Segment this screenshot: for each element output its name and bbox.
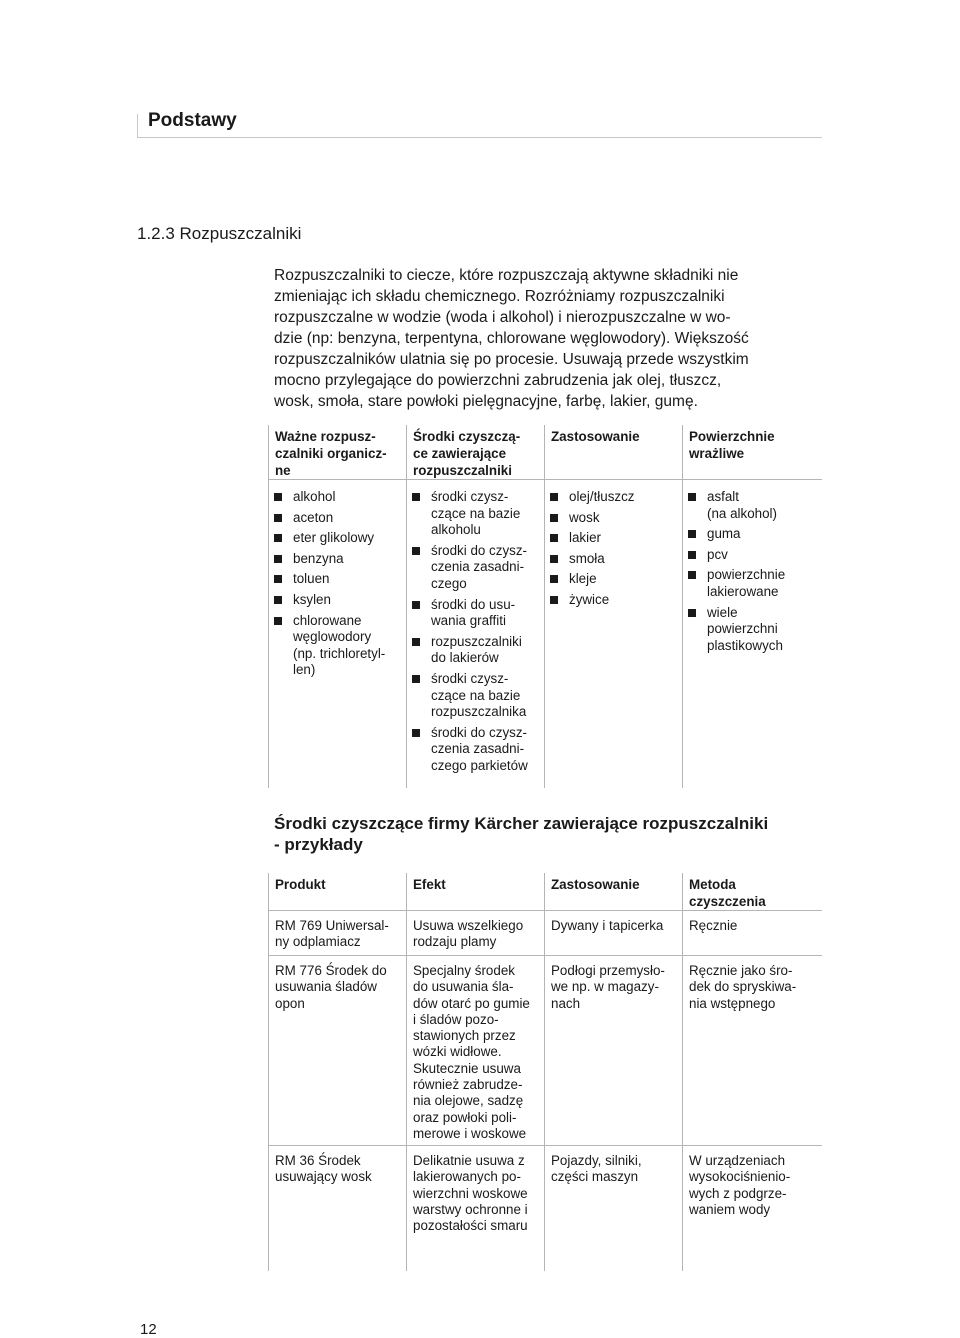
- header-rule-left: [137, 114, 138, 137]
- table2-row1-use: Dywany i tapicerka: [551, 918, 664, 933]
- table-header-rule: [268, 910, 822, 911]
- list-item: środki do czysz- czenia zasadni- czego parkietów: [412, 725, 544, 775]
- intro-line: dzie (np: benzyna, terpentyna, chlorowane węglowodory). Większość: [274, 330, 749, 347]
- intro-line: rozpuszczalników ulatnia się po procesie. Usuwają przede wszystkim: [274, 351, 749, 368]
- table2-header-use: Zastosowanie: [551, 877, 640, 892]
- table2-header-method: Metoda czyszczenia: [689, 877, 766, 909]
- list-item: asfalt: [688, 489, 820, 506]
- list-item: chlorowane węglowodory (np. trichloretyl- len): [274, 613, 402, 679]
- products-table-title: Środki czyszczące firmy Kärcher zawierające rozpuszczalniki - przykłady: [274, 814, 769, 854]
- table2-row1-method: Ręcznie: [689, 918, 738, 933]
- list-item: ksylen: [274, 592, 402, 609]
- intro-line: zmieniając ich składu chemicznego. Rozróżniamy rozpuszczalniki: [274, 288, 725, 305]
- table2-row3-effect: Delikatnie usuwa z lakierowanych po- wierzchni woskowe warstwy ochronne i pozostałości smaru: [413, 1153, 528, 1234]
- table1-header-solvents: Ważne rozpusz- czalniki organicz- ne: [275, 429, 387, 478]
- subsection-title: 1.2.3 Rozpuszczalniki: [137, 224, 302, 243]
- table-divider: [406, 873, 407, 1271]
- intro-line: mocno przylegające do powierzchni zabrudzenia jak olej, tłuszcz,: [274, 372, 722, 389]
- table2-row3-use: Pojazdy, silniki, części maszyn: [551, 1153, 642, 1185]
- table2-row1-effect: Usuwa wszelkiego rodzaju plamy: [413, 918, 524, 950]
- table1-header-cleaners: Środki czyszczą- ce zawierające rozpuszczalniki: [413, 429, 521, 478]
- intro-line: wosk, smoła, stare powłoki pielęgnacyjne, farbę, lakier, gumę.: [274, 393, 698, 410]
- list-item: pcv: [688, 547, 820, 564]
- list-item: żywice: [550, 592, 678, 609]
- table1-col-solvents: [274, 489, 402, 683]
- list-item: guma: [688, 526, 820, 543]
- table2-row1-product: RM 769 Uniwersal- ny odplamiacz: [275, 918, 389, 950]
- list-item: środki do usu- wania graffiti: [412, 597, 544, 630]
- list-item: środki czysz- czące na bazie alkoholu: [412, 489, 544, 539]
- table-divider: [268, 873, 269, 1271]
- list-item-note: (na alkohol): [707, 505, 777, 521]
- table-header-rule: [268, 479, 822, 480]
- list-item: aceton: [274, 510, 402, 527]
- table2-row3-product: RM 36 Środek usuwający wosk: [275, 1153, 372, 1185]
- table2-row2-use: Podłogi przemysło- we np. w magazy- nach: [551, 963, 665, 1011]
- list-item: benzyna: [274, 551, 402, 568]
- list-item: rozpuszczalniki do lakierów: [412, 634, 544, 667]
- table2-header-effect: Efekt: [413, 877, 446, 892]
- page-number: 12: [140, 1321, 157, 1338]
- table1-col-cleaners: [412, 489, 544, 779]
- table2-row2-effect: Specjalny środek do usuwania śla- dów otarć po gumie i śladów pozo- stawionych przez wózki widłowe. Skutecznie usuwa również zabrudze- nia olejowe, sadzę oraz powłoki poli- merowe i woskowe: [413, 963, 530, 1141]
- header-rule-bottom: [137, 137, 822, 138]
- table2-header-product: Produkt: [275, 877, 326, 892]
- list-item: środki czysz- czące na bazie rozpuszczalnika: [412, 671, 544, 721]
- list-item: lakier: [550, 530, 678, 547]
- list-item: wosk: [550, 510, 678, 527]
- section-title: Podstawy: [148, 110, 237, 131]
- intro-paragraph: [274, 265, 834, 412]
- table2-row2-product: RM 776 Środek do usuwania śladów opon: [275, 963, 387, 1011]
- list-item: olej/tłuszcz: [550, 489, 678, 506]
- list-item: wiele powierzchni plastikowych: [688, 605, 820, 655]
- table1-header-surfaces: Powierzchnie wrażliwe: [689, 429, 775, 461]
- table-row-rule: [268, 955, 822, 956]
- table1-col-surfaces: [688, 489, 820, 658]
- list-item: środki do czysz- czenia zasadni- czego: [412, 543, 544, 593]
- table-divider: [682, 873, 683, 1271]
- table1-col-use: [550, 489, 678, 613]
- intro-line: rozpuszczalne w wodzie (woda i alkohol) i nierozpuszczalne w wo-: [274, 309, 731, 326]
- intro-line: Rozpuszczalniki to ciecze, które rozpuszczają aktywne składniki nie: [274, 267, 739, 284]
- list-item: eter glikolowy: [274, 530, 402, 547]
- table2-row2-method: Ręcznie jako śro- dek do spryskiwa- nia wstępnego: [689, 963, 797, 1011]
- list-item: kleje: [550, 571, 678, 588]
- list-item: alkohol: [274, 489, 402, 506]
- list-item: smoła: [550, 551, 678, 568]
- table2-row3-method: W urządzeniach wysokociśnienio- wych z podgrze- waniem wody: [689, 1153, 791, 1217]
- list-item: powierzchnie lakierowane: [688, 567, 820, 600]
- list-item: toluen: [274, 571, 402, 588]
- table-row-rule: [268, 1145, 822, 1146]
- table1-header-use: Zastosowanie: [551, 429, 640, 444]
